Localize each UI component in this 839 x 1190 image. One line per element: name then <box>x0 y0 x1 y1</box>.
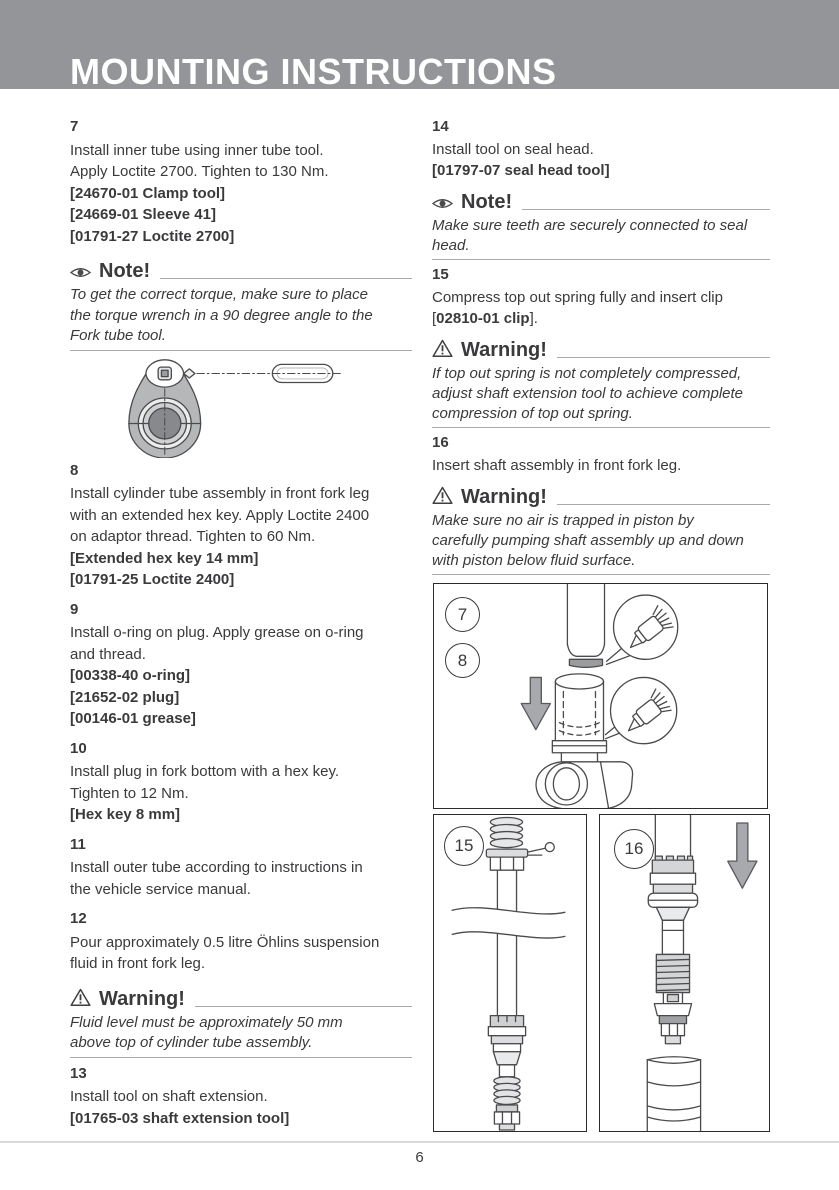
callout-text-line: To get the correct torque, make sure to place <box>70 286 368 303</box>
step-text-line: and thread. <box>70 645 146 663</box>
callout-text-line: head. <box>432 237 470 254</box>
callout-header <box>70 260 412 283</box>
step-number: 8 <box>70 461 79 479</box>
callout-text-line: If top out spring is not completely compressed, <box>432 365 742 382</box>
callout-header <box>432 486 770 509</box>
tool-reference: [01791-27 Loctite 2700] <box>70 227 235 245</box>
step-text-line: Compress top out spring fully and insert clip <box>432 289 723 306</box>
step-text-line: the vehicle service manual. <box>70 880 251 898</box>
warning-spring-callout <box>432 339 770 428</box>
callout-title: Note! <box>99 260 151 282</box>
step-text-line <box>432 308 770 329</box>
tool-reference: [01791-25 Loctite 2400] <box>70 571 235 588</box>
warning-triangle-icon <box>432 486 453 509</box>
callout-text-line: compression of top out spring. <box>432 405 633 422</box>
step-number: 9 <box>70 600 79 618</box>
down-arrow-icon <box>521 677 550 729</box>
figure-insert-shaft <box>599 814 770 1132</box>
callout-text-line: Fork tube tool. <box>70 327 166 344</box>
divider <box>432 574 770 575</box>
figure-callout-7: 7 <box>445 597 480 632</box>
tool-reference: [Extended hex key 14 mm] <box>70 549 259 567</box>
warning-triangle-icon <box>432 339 453 362</box>
step-11 <box>70 834 412 901</box>
step-text-line: Install outer tube according to instructions in <box>70 859 363 876</box>
divider <box>70 350 412 351</box>
divider <box>432 427 770 428</box>
step-text-line: Apply Loctite 2700. Tighten to 130 Nm. <box>70 163 329 180</box>
eye-icon <box>70 266 91 283</box>
step-16 <box>432 432 770 476</box>
note-teeth-callout <box>432 191 770 260</box>
step-text-line: Pour approximately 0.5 litre Öhlins suspension <box>70 933 380 951</box>
tool-reference: 02810-01 clip <box>436 310 530 327</box>
callout-text-line: with piston below fluid surface. <box>432 552 636 569</box>
step-number: 12 <box>70 910 87 927</box>
callout-header <box>70 988 412 1011</box>
step-text-line: on adaptor thread. Tighten to 60 Nm. <box>70 528 316 545</box>
divider <box>70 1057 412 1058</box>
divider <box>522 209 770 210</box>
step-12 <box>70 908 412 975</box>
divider <box>195 1006 412 1007</box>
step-9 <box>70 599 412 730</box>
callout-title: Warning! <box>99 987 185 1010</box>
divider <box>160 278 412 279</box>
warning-air-callout <box>432 486 770 575</box>
callout-title: Warning! <box>461 486 547 508</box>
divider <box>557 504 770 505</box>
step-text-line: Tighten to 12 Nm. <box>70 784 189 802</box>
down-arrow-icon <box>728 823 757 888</box>
step-number: 11 <box>70 835 86 853</box>
step-13 <box>70 1063 412 1130</box>
install-tubes-illustration <box>434 584 767 808</box>
figure-shaft-assembly <box>433 814 587 1132</box>
step-text-line: Install tool on shaft extension. <box>70 1088 268 1105</box>
tool-reference: [01797-07 seal head tool] <box>432 162 610 179</box>
step-14 <box>432 116 770 181</box>
step-number: 15 <box>432 266 449 283</box>
figure-callout-16: 16 <box>614 829 654 869</box>
figure-callout-8: 8 <box>445 643 480 678</box>
footer-divider <box>0 1141 839 1143</box>
note-torque-callout <box>70 260 412 351</box>
step-text-line: Install o-ring on plug. Apply grease on o-ring <box>70 624 364 641</box>
callout-header <box>432 339 770 362</box>
step-text-line: fluid in front fork leg. <box>70 955 206 972</box>
page-number: 6 <box>415 1149 424 1166</box>
right-column <box>432 110 770 579</box>
torque-wrench-illustration <box>110 358 412 458</box>
callout-text-line: Make sure teeth are securely connected to seal <box>432 217 748 234</box>
step-7 <box>70 116 412 247</box>
figure-callout-15: 15 <box>444 826 484 866</box>
callout-text-line: carefully pumping shaft assembly up and down <box>432 532 744 549</box>
step-15 <box>432 264 770 329</box>
step-8 <box>70 460 412 591</box>
step-10 <box>70 738 412 826</box>
step-number: 13 <box>70 1064 87 1082</box>
step-text-line: Install tool on seal head. <box>432 141 594 158</box>
tool-reference: [21652-02 plug] <box>70 688 180 706</box>
step-number: 10 <box>70 739 87 757</box>
callout-text-line: adjust shaft extension tool to achieve complete <box>432 385 744 402</box>
divider <box>432 259 770 260</box>
callout-header <box>432 191 770 214</box>
step-number: 14 <box>432 118 449 135</box>
step-text-line: Install inner tube using inner tube tool. <box>70 141 324 159</box>
step-text-line: Insert shaft assembly in front fork leg. <box>432 457 682 474</box>
callout-title: Warning! <box>461 339 547 361</box>
step-text-line: Install plug in fork bottom with a hex key. <box>70 763 340 780</box>
tool-reference: [00146-01 grease] <box>70 710 196 727</box>
eye-icon <box>432 197 453 214</box>
tool-reference: [24669-01 Sleeve 41] <box>70 206 216 223</box>
tool-reference: [01765-03 shaft extension tool] <box>70 1109 290 1127</box>
page-title: MOUNTING INSTRUCTIONS <box>70 51 557 92</box>
bracket: ]. <box>529 310 538 327</box>
figure-install-tubes <box>433 583 768 809</box>
callout-text-line: above top of cylinder tube assembly. <box>70 1034 313 1051</box>
step-text-line: Install cylinder tube assembly in front fork leg <box>70 485 370 502</box>
divider <box>557 357 770 358</box>
callout-text-line: the torque wrench in a 90 degree angle to the <box>70 306 373 324</box>
callout-title: Note! <box>461 191 513 213</box>
step-number: 7 <box>70 118 79 135</box>
page-header <box>0 0 839 92</box>
step-number: 16 <box>432 434 449 451</box>
warning-fluid-callout <box>70 988 412 1058</box>
bracket: [ <box>432 310 437 327</box>
tool-reference: [00338-40 o-ring] <box>70 667 191 684</box>
warning-triangle-icon <box>70 988 91 1011</box>
left-column <box>70 110 412 1137</box>
tool-reference: [Hex key 8 mm] <box>70 806 181 823</box>
step-text-line: with an extended hex key. Apply Loctite 2400 <box>70 506 370 524</box>
tool-reference: [24670-01 Clamp tool] <box>70 184 226 202</box>
callout-text-line: Make sure no air is trapped in piston by <box>432 512 694 529</box>
callout-text-line: Fluid level must be approximately 50 mm <box>70 1013 343 1031</box>
